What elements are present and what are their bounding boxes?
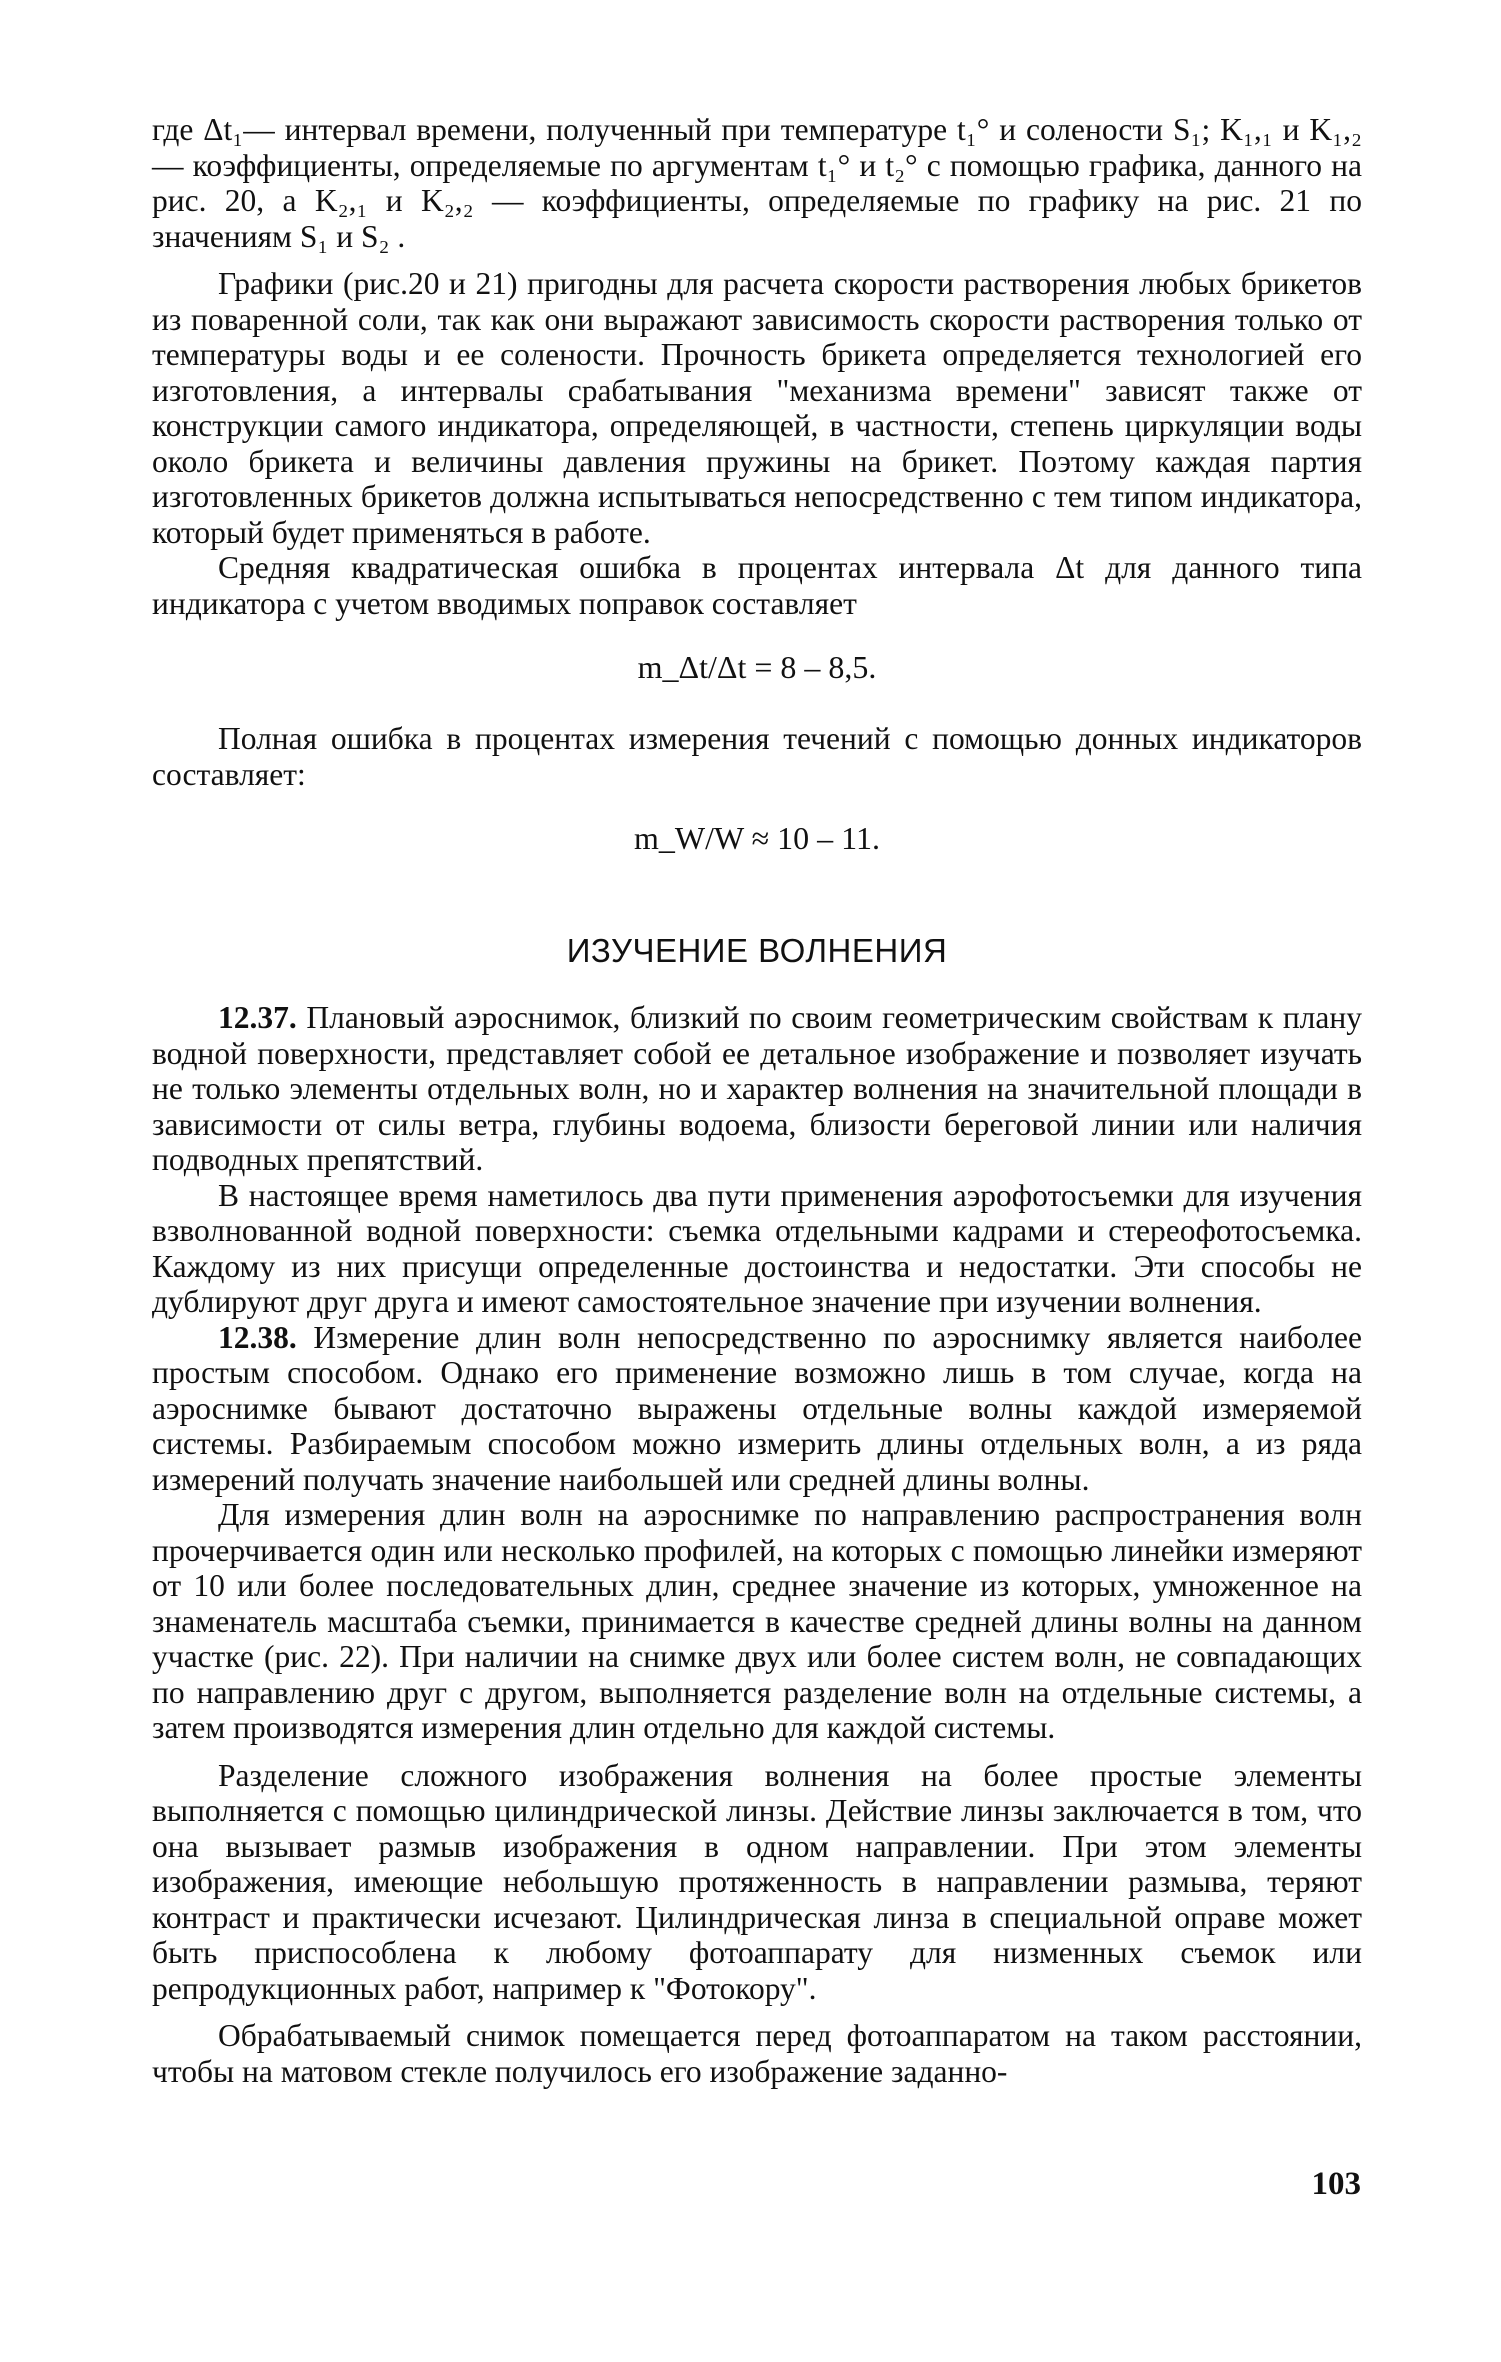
section-number: 12.37. bbox=[218, 1000, 297, 1035]
intro-line-2: K₁,₁ и K₁,₂ — коэффициенты, определяемые по аргументам t₁° и t₂° с помощью графика, данного на рис. 20, а K₂,₁ и K₂,₂ — коэффициенты, определяемые по графику на рис. 21 по значениям S₁ и S₂ . bbox=[152, 112, 1362, 254]
paragraph-wave-measurement: Для измерения длин волн на аэроснимке по направлению распространения волн прочерчивается один или несколько профилей, на которых с помощью линейки измеряют от 10 или более последовательных длин, среднее значение из которых, умноженное на знаменатель масштаба съемки, принимается в качестве средней длины волны на данном участке (рис. 22). При наличии на снимке двух или более систем волн, не совпадающих по направлению друг с другом, выполняется разделение волн на отдельные системы, а затем производятся измерения длин отдельно для каждой системы. bbox=[152, 1497, 1362, 1745]
section-12-38 bbox=[152, 1320, 1362, 1498]
formula-total-error: m_W/W ≈ 10 – 11. bbox=[634, 820, 880, 856]
formula-interval-error: m_Δt/Δt = 8 – 8,5. bbox=[637, 649, 877, 685]
paragraph-mean-error: Средняя квадратическая ошибка в процентах интервала Δt для данного типа индикатора с учетом вводимых поправок составляет bbox=[152, 550, 1362, 621]
section-text: Плановый аэроснимок, близкий по своим геометрическим свойствам к плану водной поверхности, представляет собой ее детальное изображение и позволяет изучать не только элементы отдельных волн, но и характер волнения на значительной площади в зависимости от силы ветра, глубины водоема, близости береговой линии или наличия подводных препятствий. bbox=[152, 1000, 1362, 1177]
paragraph-total-error: Полная ошибка в процентах измерения течений с помощью донных индикаторов составляет: bbox=[152, 721, 1362, 792]
intro-text bbox=[152, 112, 1362, 254]
paragraph-graphs: Графики (рис.20 и 21) пригодны для расчета скорости растворения любых брикетов из поваренной соли, так как они выражают зависимость скорости растворения только от температуры воды и ее солености. Прочность брикета определяется технологией его изготовления, а интервалы срабатывания "механизма времени" зависят также от конструкции самого индикатора, определяющей, в частности, степень циркуляции воды около брикета и величины давления пружины на брикет. Поэтому каждая партия изготовленных брикетов должна испытываться непосредственно с тем типом индикатора, который будет применяться в работе. bbox=[152, 266, 1362, 550]
page-number: 103 bbox=[1311, 2166, 1361, 2202]
section-heading: ИЗУЧЕНИЕ ВОЛНЕНИЯ bbox=[566, 932, 948, 969]
paragraph-cylindrical-lens: Разделение сложного изображения волнения на более простые элементы выполняется с помощью цилиндрической линзы. Действие линзы заключается в том, что она вызывает размыв изображения в одном направлении. При этом элементы изображения, имеющие небольшую протяженность в направлении размыва, теряют контраст и практически исчезают. Цилиндрическая линза в специальной оправе может быть приспособлена к любому фотоаппарату для низменных съемок или репродукционных работ, например к "Фотокору". bbox=[152, 1757, 1362, 2006]
section-number: 12.38. bbox=[218, 1319, 297, 1355]
page-body bbox=[152, 112, 1362, 2089]
paragraph-photo-processing: Обрабатываемый снимок помещается перед фотоаппаратом на таком расстоянии, чтобы на матовом стекле получилось его изображение заданно- bbox=[152, 2018, 1362, 2089]
section-text: Измерение длин волн непосредственно по аэроснимку является наиболее простым способом. Однако его применение возможно лишь в том случае, когда на аэроснимке бывают достаточно выражены отдельные волны каждой измеряемой системы. Разбираемым способом можно измерить длины отдельных волн, а из ряда измерений получать значение наибольшей или средней длины волны. bbox=[152, 1319, 1363, 1497]
section-12-37 bbox=[152, 1000, 1362, 1178]
paragraph-aerial-methods: В настоящее время наметилось два пути применения аэрофотосъемки для изучения взволнованной водной поверхности: съемка отдельными кадрами и стереофотосъемка. Каждому из них присущи определенные достоинства и недостатки. Эти способы не дублируют друг друга и имеют самостоятельное значение при изучении волнения. bbox=[152, 1177, 1362, 1319]
intro-line-1: где Δt₁— интервал времени, полученный при температуре t₁° и солености S₁; bbox=[152, 112, 1211, 147]
